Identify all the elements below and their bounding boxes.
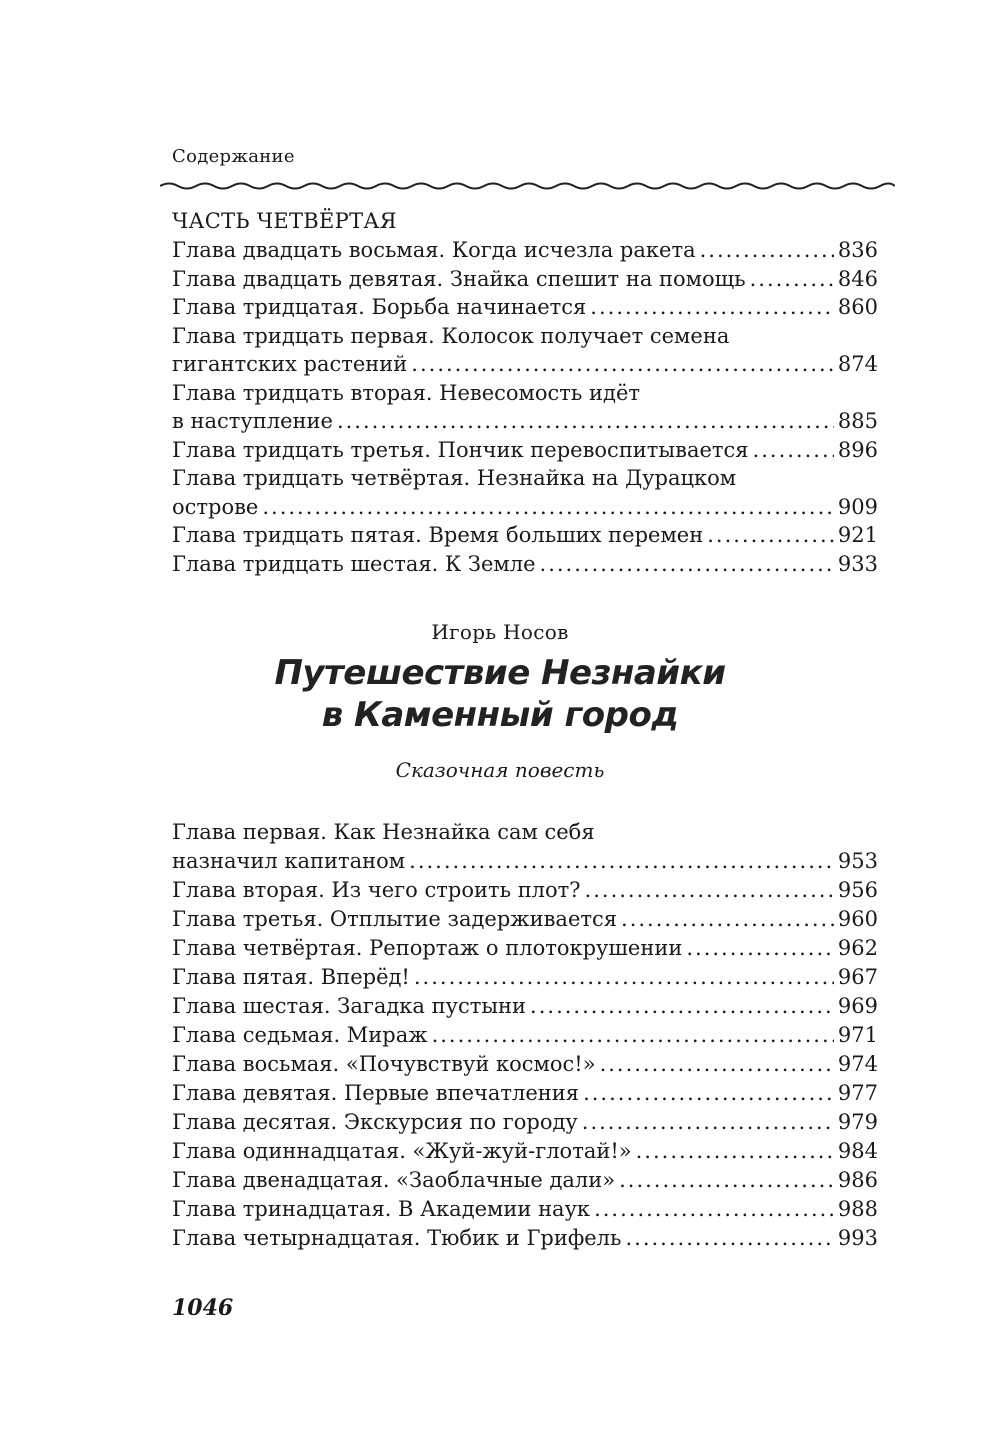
toc-entries: [172, 818, 878, 1253]
toc-part-four: [172, 206, 878, 578]
toc-entry-text: Глава вторая. Из чего строить плот?: [172, 878, 581, 902]
toc-entry-text: Глава седьмая. Мираж: [172, 1023, 428, 1047]
toc-entry-text: в наступление: [172, 409, 333, 433]
toc-entry: [172, 1050, 878, 1079]
toc-entry-line: [172, 992, 878, 1021]
toc-entry-line: [172, 1108, 878, 1137]
toc-page-number: 846: [837, 266, 878, 291]
toc-entry: [172, 293, 878, 322]
dot-leader: [750, 265, 834, 294]
toc-entry-text: Глава двадцать девятая. Знайка спешит на помощь: [172, 266, 746, 291]
toc-entry: [172, 1079, 878, 1108]
toc-entry-line: [172, 379, 878, 408]
toc-page-number: 962: [837, 936, 878, 960]
toc-entry-text: Глава двадцать восьмая. Когда исчезла ракета: [172, 238, 696, 262]
toc-entry-line: [172, 493, 878, 522]
toc-entry-text: Глава шестая. Загадка пустыни: [172, 994, 527, 1018]
dot-leader: [414, 963, 834, 992]
toc-page-number: 953: [837, 849, 878, 873]
dot-leader: [686, 934, 834, 963]
toc-page-number: 984: [837, 1139, 878, 1163]
toc-entry-line: [172, 1224, 878, 1253]
toc-entry-line: [172, 322, 878, 351]
dot-leader: [583, 1079, 834, 1108]
toc-entry-text: Глава одиннадцатая. «Жуй-жуй-глотай!»: [172, 1139, 632, 1163]
toc-entry: [172, 1021, 878, 1050]
toc-entry-line: [172, 350, 878, 379]
toc-page-number: 896: [837, 437, 878, 462]
toc-entry: [172, 934, 878, 963]
toc-page-number: 874: [837, 352, 878, 376]
toc-entry-line: [172, 905, 878, 934]
toc-entry: [172, 1137, 878, 1166]
toc-page-number: 971: [837, 1023, 878, 1047]
book-subtitle: Сказочная повесть: [395, 758, 605, 782]
toc-page-number: 909: [837, 494, 878, 519]
dot-leader: [432, 1021, 834, 1050]
toc-page-number: 979: [837, 1110, 878, 1134]
dot-leader: [530, 992, 834, 1021]
toc-entry-line: [172, 1137, 878, 1166]
book-title-line-1: Путешествие Незнайки: [274, 653, 726, 693]
toc-entry-text: Глава тридцать третья. Пончик перевоспитывается: [172, 437, 749, 462]
toc-entry-text: Глава тринадцатая. В Академии наук: [172, 1197, 591, 1221]
toc-entry: [172, 464, 878, 521]
toc-entry-line: [172, 934, 878, 963]
toc-page-number: 967: [837, 965, 878, 989]
toc-entry-text: острове: [172, 494, 259, 519]
toc-entry-text: Глава тридцать четвёртая. Незнайка на Дурацком: [172, 466, 737, 490]
toc-entry-line: [172, 963, 878, 992]
dot-leader: [707, 521, 834, 550]
page-number: 1046: [172, 1295, 234, 1321]
toc-page-number: 885: [837, 409, 878, 433]
dot-leader: [590, 293, 834, 322]
toc-entry-text: гигантских растений: [172, 352, 408, 376]
wavy-divider: [160, 178, 895, 192]
dot-leader: [585, 876, 834, 905]
toc-page-number: 977: [837, 1081, 878, 1105]
part-title: ЧАСТЬ ЧЕТВЁРТАЯ: [172, 209, 397, 233]
toc-page-number: 860: [837, 295, 878, 319]
toc-page-number: 836: [837, 238, 878, 262]
dot-leader: [753, 436, 834, 465]
toc-entry-line: [172, 1021, 878, 1050]
toc-book: [172, 818, 878, 1253]
toc-entry: [172, 963, 878, 992]
dot-leader: [582, 1108, 834, 1137]
toc-entry-line: [172, 1195, 878, 1224]
book-title: [0, 652, 1000, 736]
toc-entry-text: Глава восьмая. «Почувствуй космос!»: [172, 1052, 596, 1076]
toc-entry-line: [172, 464, 878, 493]
dot-leader: [594, 1195, 834, 1224]
toc-page-number: 993: [837, 1226, 878, 1250]
dot-leader: [619, 1166, 834, 1195]
book-author: Игорь Носов: [431, 620, 569, 644]
toc-entry: [172, 322, 878, 379]
dot-leader: [700, 236, 834, 265]
toc-entry-line: [172, 407, 878, 436]
toc-entry-line: [172, 1166, 878, 1195]
toc-page-number: 988: [837, 1197, 878, 1221]
toc-entry-line: [172, 550, 878, 579]
toc-entry-text: Глава девятая. Первые впечатления: [172, 1081, 580, 1105]
toc-entry-text: Глава тридцать пятая. Время больших перемен: [172, 523, 704, 547]
toc-entry: [172, 818, 878, 876]
toc-entry-line: [172, 293, 878, 322]
toc-page-number: 986: [837, 1168, 878, 1192]
toc-entry: [172, 236, 878, 265]
dot-leader: [540, 550, 834, 579]
toc-entry-text: Глава четырнадцатая. Тюбик и Грифель: [172, 1226, 622, 1250]
toc-entry: [172, 379, 878, 436]
toc-entry-text: Глава тридцать первая. Колосок получает семена: [172, 323, 730, 348]
toc-entry-text: Глава тридцать вторая. Невесомость идёт: [172, 380, 640, 405]
toc-entry-text: Глава третья. Отплытие задерживается: [172, 907, 618, 931]
toc-entry-text: Глава двенадцатая. «Заоблачные дали»: [172, 1168, 616, 1192]
toc-entry-line: [172, 818, 878, 847]
toc-entry-line: [172, 265, 878, 294]
dot-leader: [411, 350, 834, 379]
toc-entry-line: [172, 1050, 878, 1079]
toc-entry: [172, 550, 878, 579]
toc-entry: [172, 265, 878, 294]
toc-page-number: 933: [837, 551, 878, 576]
toc-entry: [172, 1224, 878, 1253]
toc-entry-line: [172, 847, 878, 876]
toc-entry-text: Глава тридцать шестая. К Земле: [172, 551, 536, 576]
toc-page-number: 969: [837, 994, 878, 1018]
toc-entry: [172, 992, 878, 1021]
dot-leader: [409, 847, 834, 876]
dot-leader: [600, 1050, 834, 1079]
toc-entry-line: [172, 436, 878, 465]
toc-entry-line: [172, 521, 878, 550]
toc-page-number: 960: [837, 907, 878, 931]
dot-leader: [625, 1224, 833, 1253]
toc-entries: [172, 236, 878, 578]
toc-entry-text: Глава четвёртая. Репортаж о плотокрушении: [172, 936, 683, 960]
toc-entry: [172, 521, 878, 550]
running-head: Содержание: [172, 146, 295, 167]
toc-entry-line: [172, 1079, 878, 1108]
toc-entry: [172, 905, 878, 934]
toc-entry-line: [172, 236, 878, 265]
dot-leader: [636, 1137, 834, 1166]
toc-page-number: 974: [837, 1052, 878, 1076]
toc-entry: [172, 1166, 878, 1195]
toc-entry-text: Глава пятая. Вперёд!: [172, 965, 410, 989]
toc-entry-line: [172, 876, 878, 905]
toc-page-number: 956: [837, 878, 878, 902]
dot-leader: [262, 493, 834, 522]
toc-entry: [172, 1195, 878, 1224]
dot-leader: [621, 905, 834, 934]
toc-entry: [172, 436, 878, 465]
toc-entry: [172, 1108, 878, 1137]
toc-entry-text: назначил капитаном: [172, 849, 406, 873]
book-title-line-2: в Каменный город: [321, 695, 679, 735]
toc-entry: [172, 876, 878, 905]
toc-entry-text: Глава первая. Как Незнайка сам себя: [172, 820, 595, 844]
toc-entry-text: Глава тридцатая. Борьба начинается: [172, 295, 587, 319]
toc-page-number: 921: [837, 523, 878, 547]
dot-leader: [337, 407, 834, 436]
toc-entry-text: Глава десятая. Экскурсия по городу: [172, 1110, 578, 1134]
